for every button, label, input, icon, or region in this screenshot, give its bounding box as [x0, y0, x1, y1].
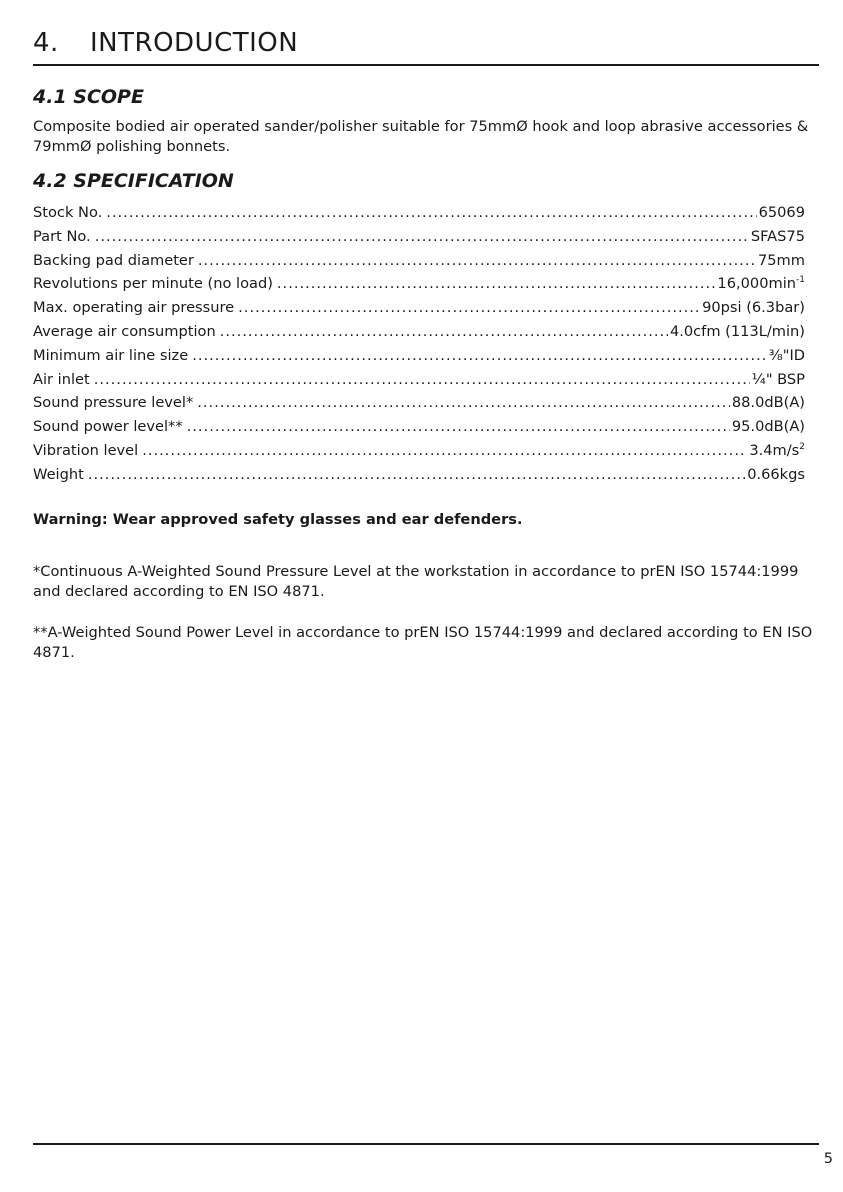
spec-row [33, 344, 805, 368]
dot-leader [88, 463, 745, 487]
dot-leader [220, 320, 668, 344]
footnote-sound-pressure: *Continuous A-Weighted Sound Pressure Level at the workstation in accordance to prEN ISO 15744:1999 and declared according to EN ISO 4871. [33, 563, 799, 600]
spec-label: Stock No. [33, 204, 103, 221]
spec-value-text: 95.0dB(A) [731, 418, 805, 436]
spec-value [732, 391, 805, 415]
spec-label: Air inlet [33, 370, 90, 388]
spec-label: Revolutions per minute (no load) [33, 275, 273, 293]
spec-row [33, 463, 805, 487]
spec-value-text: 0.66kgs [747, 465, 805, 483]
spec-label: Average air consumption [33, 322, 216, 340]
dot-leader [95, 225, 749, 249]
spec-value-text: ¼" BSP [751, 370, 805, 388]
spec-value [751, 225, 805, 249]
dot-leader [198, 249, 756, 273]
spec-value [702, 296, 805, 320]
dot-leader [187, 415, 730, 439]
spec-value [749, 439, 805, 463]
spec-row [33, 296, 805, 320]
spec-row [33, 272, 805, 296]
spec-label: Vibration level [33, 441, 139, 459]
spec-row [33, 249, 805, 273]
spec-row [33, 320, 805, 344]
scope-heading: 4.1 SCOPE [33, 86, 144, 108]
chapter-number: 4. [33, 28, 59, 58]
spec-value [670, 320, 805, 344]
spec-value-text: 75mm [757, 251, 805, 269]
spec-value-superscript: -1 [796, 275, 805, 286]
footer-rule [33, 1143, 819, 1145]
dot-leader [238, 296, 700, 320]
spec-value [758, 249, 805, 273]
specification-list [33, 201, 805, 487]
dot-leader [277, 272, 716, 296]
spec-value [769, 344, 805, 368]
spec-value-text: 4.0cfm (113L/min) [669, 322, 805, 340]
specification-heading: 4.2 SPECIFICATION [33, 170, 234, 192]
spec-row [33, 415, 805, 439]
dot-leader [142, 439, 747, 463]
spec-value [717, 272, 805, 296]
spec-value-text: 88.0dB(A) [731, 394, 805, 412]
spec-value-text: 16,000min [717, 275, 797, 293]
dot-leader [197, 391, 730, 415]
dot-leader [192, 344, 766, 368]
spec-value [759, 201, 805, 225]
dot-leader [106, 201, 756, 225]
spec-label: Max. operating air pressure [33, 299, 235, 317]
page-number: 5 [823, 1150, 833, 1167]
spec-label: Part No. [33, 227, 91, 245]
footnote-sound-power: **A-Weighted Sound Power Level in accordance to prEN ISO 15744:1999 and declared according to EN ISO 4871. [33, 624, 813, 661]
spec-label: Backing pad diameter [33, 251, 194, 269]
spec-row [33, 439, 805, 463]
spec-value-text: ⅜"ID [768, 346, 805, 364]
spec-value [747, 463, 805, 487]
spec-value-text: 3.4m/s [749, 441, 800, 459]
spec-value-text: 65069 [758, 204, 805, 221]
spec-row [33, 201, 805, 225]
dot-leader [94, 368, 750, 392]
header-rule [33, 64, 819, 66]
spec-row [33, 368, 805, 392]
spec-row [33, 225, 805, 249]
safety-warning: Warning: Wear approved safety glasses and ear defenders. [33, 511, 523, 528]
spec-value-text: SFAS75 [750, 227, 805, 245]
spec-value [752, 368, 805, 392]
spec-value [732, 415, 805, 439]
spec-row [33, 391, 805, 415]
spec-value-text: 90psi (6.3bar) [702, 299, 805, 317]
document-page [33, 0, 833, 1192]
spec-label: Sound pressure level* [33, 394, 194, 412]
spec-label: Minimum air line size [33, 346, 189, 364]
scope-text: Composite bodied air operated sander/polisher suitable for 75mmØ hook and loop abrasive accessories & 79mmØ polishing bonnets. [33, 118, 809, 155]
spec-value-superscript: 2 [799, 442, 805, 453]
chapter-title-text: INTRODUCTION [90, 28, 299, 58]
chapter-title [33, 28, 298, 58]
spec-label: Weight [33, 465, 84, 483]
spec-label: Sound power level** [33, 418, 183, 436]
